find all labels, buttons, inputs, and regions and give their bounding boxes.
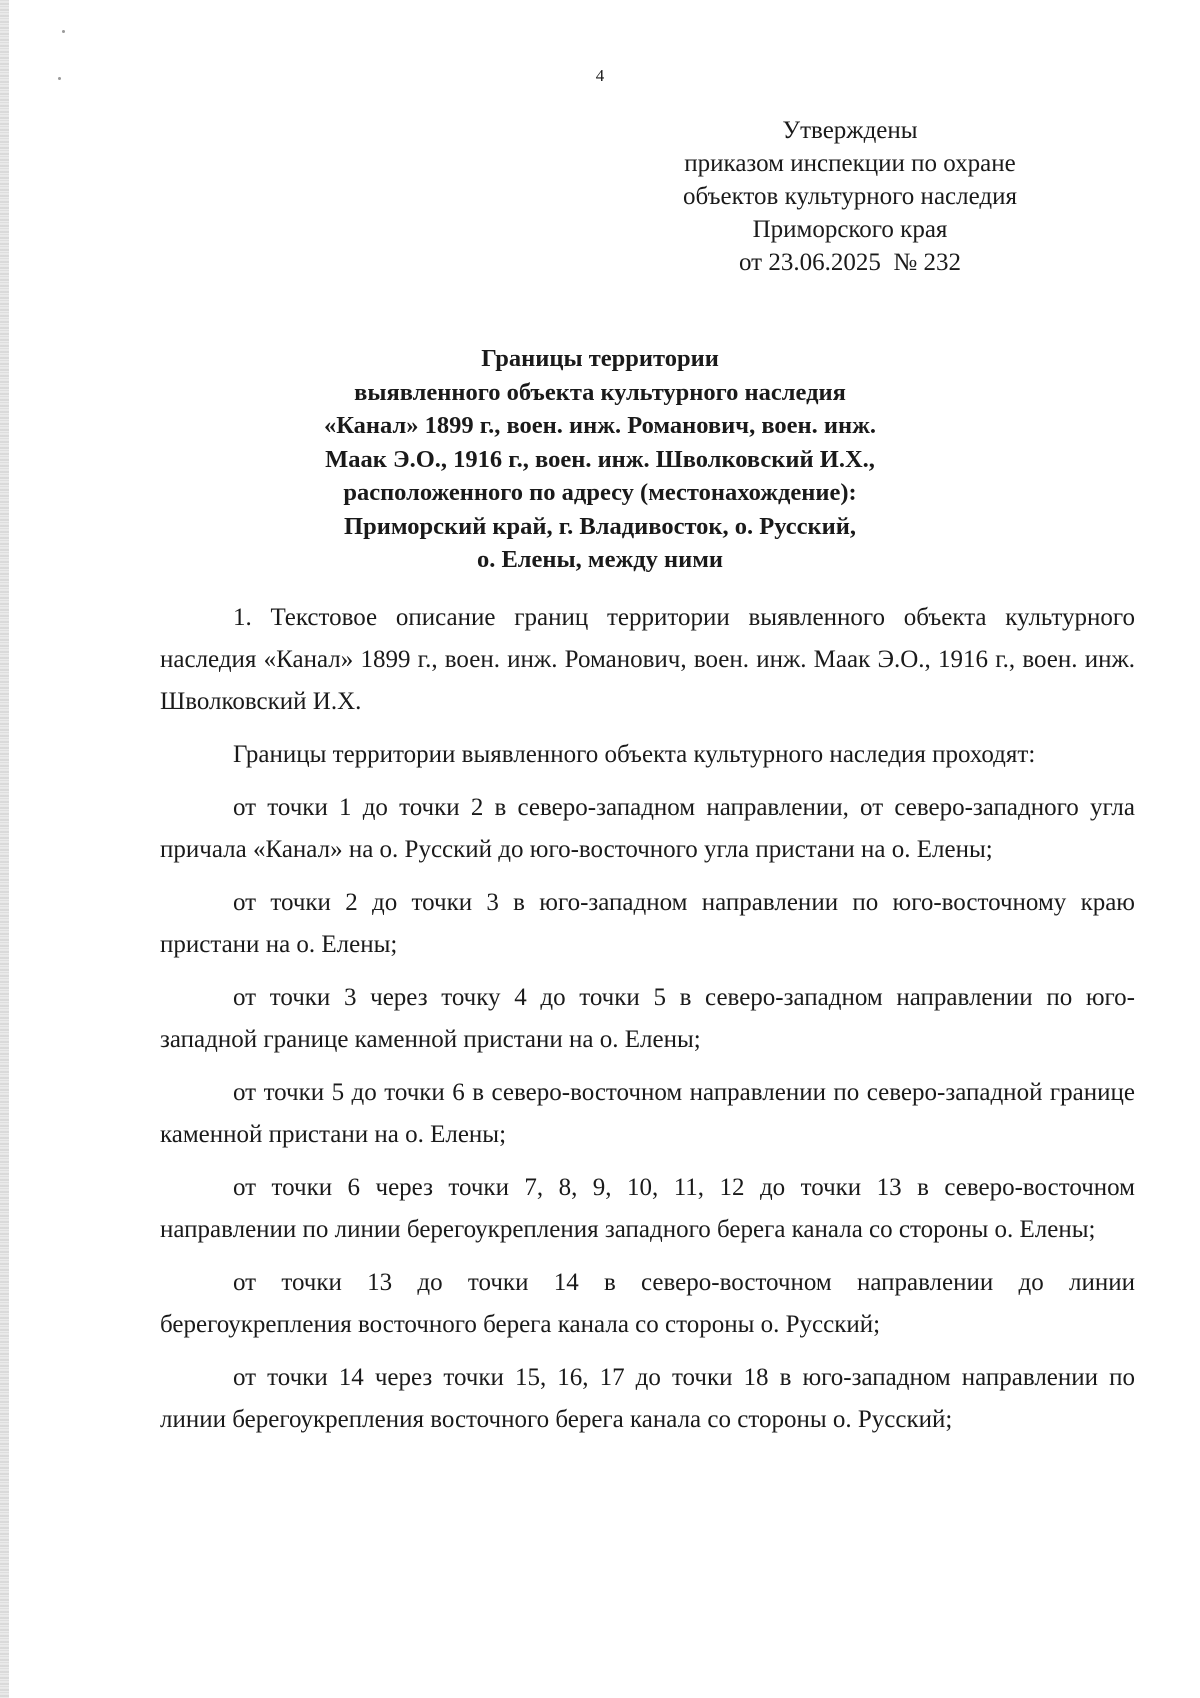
paragraph-point-5-6: от точки 5 до точки 6 в северо-восточном направлении по северо-западной границе каменной пристани на о. Елены; <box>160 1079 1135 1148</box>
paragraph-point-2-3: от точки 2 до точки 3 в юго-западном направлении по юго-восточному краю пристани на о. Елены; <box>160 889 1135 958</box>
approval-line: Утверждены <box>782 117 918 144</box>
approval-block <box>640 114 1060 279</box>
title-line: о. Елены, между ними <box>476 546 724 573</box>
approval-line: объектов культурного наследия <box>683 183 1017 210</box>
paragraph-point-13-14: от точки 13 до точки 14 в северо-восточном направлении до линии берегоукрепления восточного берега канала со стороны о. Русский; <box>160 1269 1135 1338</box>
title-line: выявленного объекта культурного наследия <box>354 378 846 406</box>
paragraph-point-6-13: от точки 6 через точки 7, 8, 9, 10, 11, 12 до точки 13 в северо-восточном направлении по линии берегоукрепления западного берега канала со стороны о. Елены; <box>160 1174 1135 1243</box>
scan-speck <box>62 30 65 33</box>
page-number: 4 <box>595 66 605 85</box>
approval-line: Приморского края <box>752 216 948 243</box>
document-body <box>160 597 1135 1452</box>
paragraph-point-1-2: от точки 1 до точки 2 в северо-западном направлении, от северо-западного угла причала «Канал» на о. Русский до юго-восточного угла пристани на о. Елены; <box>160 794 1135 863</box>
title-line: «Канал» 1899 г., воен. инж. Романович, воен. инж. <box>323 412 877 439</box>
title-line: Границы территории <box>481 345 719 372</box>
approval-date-number: от 23.06.2025 № 232 <box>739 249 961 276</box>
paragraph-boundaries-intro: Границы территории выявленного объекта культурного наследия проходят: <box>233 741 1036 768</box>
scan-edge <box>0 0 9 1698</box>
document-title <box>150 342 1050 577</box>
approval-line: приказом инспекции по охране <box>684 150 1016 177</box>
title-line: расположенного по адресу (местонахождение): <box>343 479 857 506</box>
title-line: Приморский край, г. Владивосток, о. Русский, <box>344 512 856 540</box>
paragraph-text-description: 1. Текстовое описание границ территории выявленного объекта культурного наследия «Канал» 1899 г., воен. инж. Романович, воен. инж. Маак Э.О., 1916 г., воен. инж. Шволковский И.Х. <box>160 604 1135 715</box>
paragraph-point-14-18: от точки 14 через точки 15, 16, 17 до точки 18 в юго-западном направлении по линии берегоукрепления восточного берега канала со стороны о. Русский; <box>160 1364 1135 1433</box>
paragraph-point-3-5: от точки 3 через точку 4 до точки 5 в северо-западном направлении по юго-западной границе каменной пристани на о. Елены; <box>160 984 1135 1053</box>
title-line: Маак Э.О., 1916 г., воен. инж. Шволковский И.Х., <box>325 445 875 473</box>
